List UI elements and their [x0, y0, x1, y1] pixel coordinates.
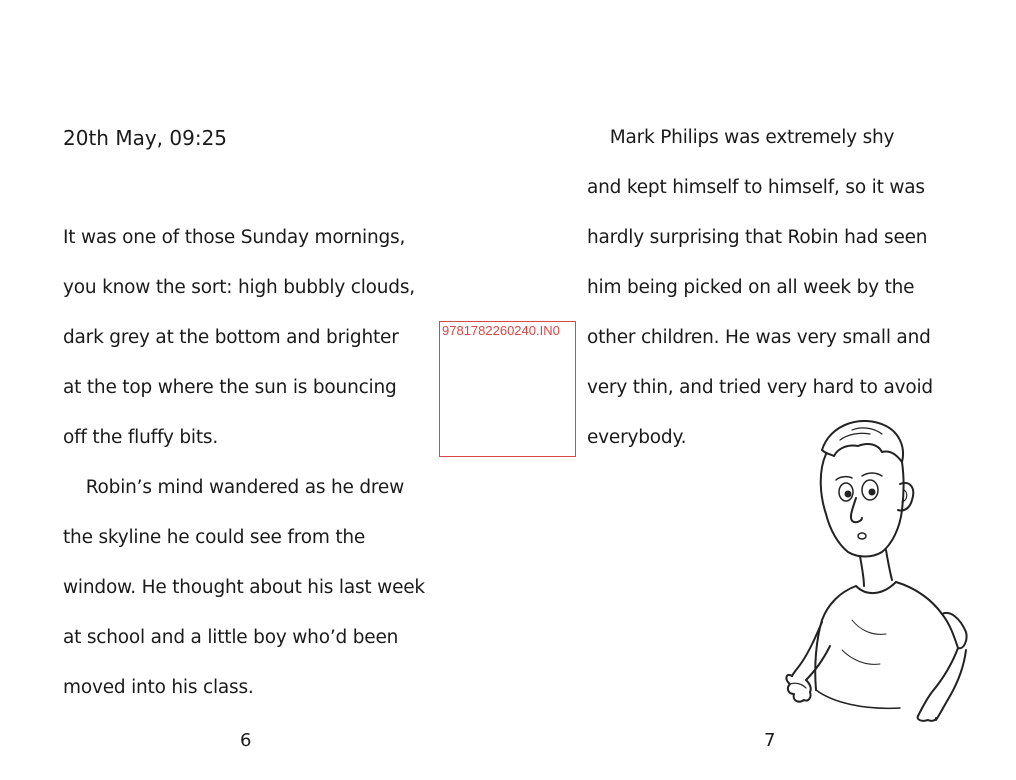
entry-heading: 20th May, 09:25: [63, 126, 228, 150]
paragraph-line: him being picked on all week by the: [587, 277, 915, 298]
paragraph-line: you know the sort: high bubbly clouds,: [63, 277, 415, 298]
page-number: 7: [764, 730, 776, 751]
paragraph-line: It was one of those Sunday mornings,: [63, 227, 406, 248]
paragraph-line: Mark Philips was extremely shy: [587, 127, 895, 148]
paragraph-line: window. He thought about his last week: [63, 577, 425, 598]
paragraph-line: the skyline he could see from the: [63, 527, 366, 548]
sketch-boy-illustration-icon: [782, 410, 972, 722]
paragraph-line: everybody.: [587, 427, 687, 448]
isbn-placeholder-box: 9781782260240.IN0: [439, 321, 576, 457]
paragraph-line: at the top where the sun is bouncing: [63, 377, 397, 398]
paragraph-line: dark grey at the bottom and brighter: [63, 327, 399, 348]
paragraph-line: and kept himself to himself, so it was: [587, 177, 925, 198]
paragraph-line: at school and a little boy who’d been: [63, 627, 399, 648]
paragraph-line: other children. He was very small and: [587, 327, 931, 348]
paragraph-line: off the fluffy bits.: [63, 427, 219, 448]
paragraph-line: moved into his class.: [63, 677, 254, 698]
page-number: 6: [240, 730, 252, 751]
paragraph-line: Robin’s mind wandered as he drew: [63, 477, 405, 498]
paragraph-line: hardly surprising that Robin had seen: [587, 227, 928, 248]
paragraph-line: very thin, and tried very hard to avoid: [587, 377, 933, 398]
